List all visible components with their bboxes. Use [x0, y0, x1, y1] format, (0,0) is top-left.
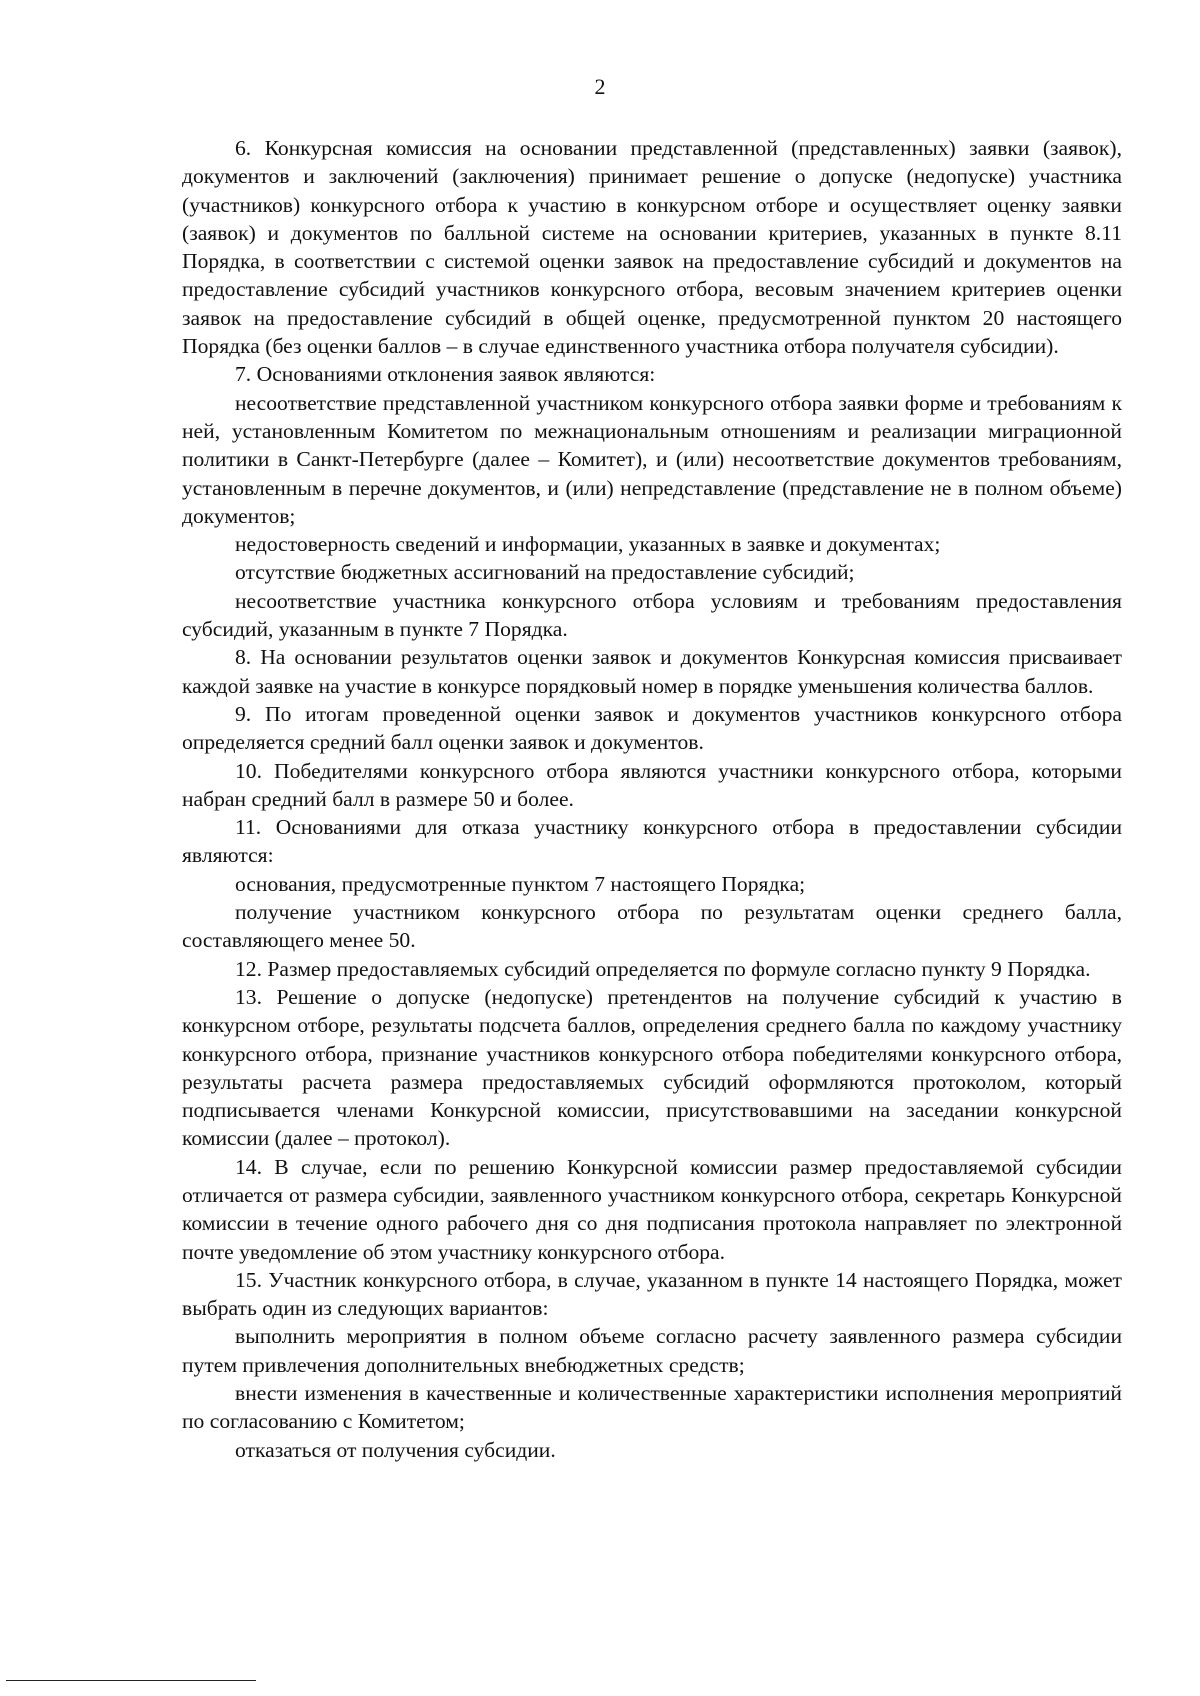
paragraph-14: 14. В случае, если по решению Конкурсной комиссии размер предоставляемой субсидии отличается от размера субсидии, заявленного участником конкурсного отбора, секретарь Конкурсной комиссии в течение одного рабочего дня со дня подписания протокола направляет по электронной почте уведомление об этом участнику конкурсного отбора.: [182, 1154, 1122, 1264]
footer-divider: [6, 1680, 256, 1681]
document-body: [182, 134, 1122, 1464]
paragraph-9: 9. По итогам проведенной оценки заявок и документов участников конкурсного отбора определяется средний балл оценки заявок и документов.: [182, 701, 1122, 755]
paragraph-8: 8. На основании результатов оценки заявок и документов Конкурсная комиссия присваивает каждой заявке на участие в конкурсе порядковый номер в порядке уменьшения количества баллов.: [182, 645, 1122, 698]
paragraph-12: 12. Размер предоставляемых субсидий определяется по формуле согласно пункту 9 Порядка.: [235, 956, 1091, 981]
paragraph-7-item-3: отсутствие бюджетных ассигнований на предоставление субсидий;: [235, 560, 855, 585]
paragraph-7-item-2: недостоверность сведений и информации, указанных в заявке и документах;: [235, 532, 941, 557]
page-number: 2: [594, 74, 606, 99]
paragraph-7: 7. Основаниями отклонения заявок являются:: [235, 362, 656, 387]
paragraph-13: 13. Решение о допуске (недопуске) претендентов на получение субсидий к участию в конкурсном отборе, результаты подсчета баллов, определения среднего балла по каждому участнику конкурсного отбора, признание участников конкурсного отбора победителями конкурсного отбора, результаты расчета размера предоставляемых субсидий оформляются протоколом, который подписывается членами Конкурсной комиссии, присутствовавшими на заседании конкурсной комиссии (далее – протокол).: [182, 984, 1122, 1151]
paragraph-15-item-3: отказаться от получения субсидии.: [235, 1437, 556, 1462]
paragraph-15: 15. Участник конкурсного отбора, в случае, указанном в пункте 14 настоящего Порядка, может выбрать один из следующих вариантов:: [182, 1267, 1122, 1321]
paragraph-11-item-1: основания, предусмотренные пунктом 7 настоящего Порядка;: [235, 871, 806, 896]
paragraph-10: 10. Победителями конкурсного отбора являются участники конкурсного отбора, которыми набран средний балл в размере 50 и более.: [182, 758, 1122, 811]
paragraph-15-item-1: выполнить мероприятия в полном объеме согласно расчету заявленного размера субсидии путем привлечения дополнительных внебюджетных средств;: [182, 1324, 1122, 1377]
paragraph-6: 6. Конкурсная комиссия на основании представленной (представленных) заявки (заявок), документов и заключений (заключения) принимает решение о допуске (недопуске) участника (участников) конкурсного отбора к участию в конкурсном отборе и осуществляет оценку заявки (заявок) и документов по балльной системе на основании критериев, указанных в пункте 8.11 Порядка, в соответствии с системой оценки заявок на предоставление субсидий и документов на предоставление субсидий участников конкурсного отбора, весовым значением критериев оценки заявок на предоставление субсидий в общей оценке, предусмотренной пунктом 20 настоящего Порядка (без оценки баллов – в случае единственного участника отбора получателя субсидии).: [182, 136, 1122, 359]
paragraph-7-item-1: несоответствие представленной участником конкурсного отбора заявки форме и требованиям к ней, установленным Комитетом по межнациональным отношениям и реализации миграционной политики в Санкт-Петербурге (далее – Комитет), и (или) несоответствие документов требованиям, установленным в перечне документов, и (или) непредставление (представление не в полном объеме) документов;: [182, 390, 1122, 528]
paragraph-7-item-4: несоответствие участника конкурсного отбора условиям и требованиям предоставления субсидий, указанным в пункте 7 Порядка.: [182, 588, 1122, 642]
paragraph-11: 11. Основаниями для отказа участнику конкурсного отбора в предоставлении субсидии являются:: [182, 815, 1122, 868]
paragraph-11-item-2: получение участником конкурсного отбора по результатам оценки среднего балла, составляющего менее 50.: [182, 900, 1122, 953]
paragraph-15-item-2: внести изменения в качественные и количественные характеристики исполнения мероприятий по согласованию с Комитетом;: [182, 1381, 1122, 1434]
